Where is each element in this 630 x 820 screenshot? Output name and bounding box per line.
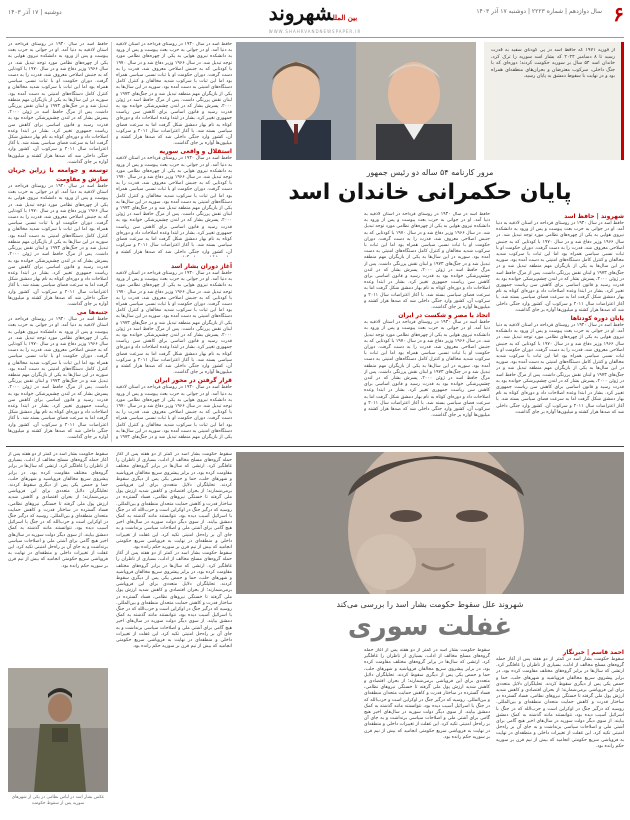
portraits-photo [236, 42, 476, 160]
story2-headline: غفلت سوری [347, 612, 513, 642]
intro-box-accent-bar [621, 42, 624, 160]
page-header [0, 0, 630, 38]
story1-col2-lead: حافظ اسد در سال ۱۹۳۰ در روستای قرداحه در استان لاذقیه به دنیا آمد. او در جوانی به حزب بعث پیوست و پس از ورود به دانشکده نیروی هوایی به یکی از چهره‌های نظامی مورد توجه تبدیل شد. در سال ۱۹۶۶ وزیر دفاع شد و در سال ۱۹۷۰ با کودتایی که به جنبش اصلاحی معروف شد، قدرت را به دست گرفت. دوران حکومت او با ثبات نسبی سیاسی همراه بود اما این ثبات با سرکوب شدید مخالفان و کنترل کامل دستگاه‌های امنیتی به دست آمده بود. سوریه در این سال‌ها به یکی از بازیگران مهم منطقه تبدیل شد و در جنگ‌های ۱۹۷۳ و لبنان نقش پررنگی داشت. پس از مرگ حافظ اسد در ژوئن ۲۰۰۰، پسرش بشار که در لندن چشم‌پزشکی خوانده بود به قدرت رسید و قانون اساسی برای کاهش سن ریاست جمهوری تغییر کرد. بشار در ابتدا وعده اصلاحات داد و دوره‌ای کوتاه به نام بهار دمشق شکل گرفت اما به سرعت فضای سیاسی بسته شد. با آغاز اعتراضات سال ۲۰۱۱ و سرکوب آن، کشور وارد جنگی داخلی شد که صدها هزار کشته و میلیون‌ها آواره بر جای گذاشت. [116, 42, 232, 147]
story1-col-c-text2: حافظ اسد در سال ۱۹۳۰ در روستای قرداحه در استان لاذقیه به دنیا آمد. او در جوانی به حزب بعث پیوست و پس از ورود به دانشکده نیروی هوایی به یکی از چهره‌های نظامی مورد توجه تبدیل شد. در سال ۱۹۶۶ وزیر دفاع شد و در سال ۱۹۷۰ با کودتایی که به جنبش اصلاحی معروف شد، قدرت را به دست گرفت. دوران حکومت او با ثبات نسبی سیاسی همراه بود اما این ثبات با سرکوب شدید مخالفان و کنترل کامل دستگاه‌های امنیتی به دست آمده بود. سوریه در این سال‌ها به یکی از بازیگران مهم منطقه تبدیل شد و در جنگ‌های ۱۹۷۳ و [116, 385, 232, 440]
story1-subhead-r2: توسعه و جوامعه با زراین جریان سازش و مقاومت [8, 167, 108, 184]
story1-col-a-text2: حافظ اسد در سال ۱۹۳۰ در روستای قرداحه در استان لاذقیه به دنیا آمد. او در جوانی به حزب بعث پیوست و پس از ورود به دانشکده نیروی هوایی به یکی از چهره‌های نظامی مورد توجه تبدیل شد. در سال ۱۹۶۶ وزیر دفاع شد و در سال ۱۹۷۰ با کودتایی که به جنبش اصلاحی معروف شد، قدرت را به دست گرفت. دوران حکومت او با ثبات نسبی سیاسی همراه بود اما این ثبات با سرکوب شدید مخالفان و کنترل کامل دستگاه‌های امنیتی به دست آمده بود. سوریه در این سال‌ها به یکی از بازیگران مهم منطقه تبدیل شد و در جنگ‌های ۱۹۷۳ و لبنان نقش پررنگی داشت. پس از مرگ حافظ اسد در ژوئن ۲۰۰۰، پسرش بشار که در لندن چشم‌پزشکی خوانده بود به قدرت رسید و قانون اساسی برای کاهش سن ریاست جمهوری تغییر کرد. بشار در ابتدا وعده اصلاحات داد و دوره‌ای کوتاه به نام بهار دمشق شکل گرفت اما به سرعت فضای سیاسی بسته شد. با آغاز اعتراضات سال ۲۰۱۱ و سرکوب آن، کشور وارد جنگی داخلی شد که صدها هزار کشته و میلیون‌ها آواره بر جای گذاشت. [496, 323, 624, 415]
story1-subhead-4: آغاز دوران بشار اسد [170, 263, 232, 270]
story1-subhead-2: پایان دوره کودتاها [570, 315, 624, 323]
story1-col-b-text2: حافظ اسد در سال ۱۹۳۰ در روستای قرداحه در استان لاذقیه به دنیا آمد. او در جوانی به حزب بعث پیوست و پس از ورود به دانشکده نیروی هوایی به یکی از چهره‌های نظامی مورد توجه تبدیل شد. در سال ۱۹۶۶ وزیر دفاع شد و در سال ۱۹۷۰ با کودتایی که به جنبش اصلاحی معروف شد، قدرت را به دست گرفت. دوران حکومت او با ثبات نسبی سیاسی همراه بود اما این ثبات با سرکوب شدید مخالفان و کنترل کامل دستگاه‌های امنیتی به دست آمده بود. سوریه در این سال‌ها به یکی از بازیگران مهم منطقه تبدیل شد و در جنگ‌های ۱۹۷۳ و لبنان نقش پررنگی داشت. پس از مرگ حافظ اسد در ژوئن ۲۰۰۰، پسرش بشار که در لندن چشم‌پزشکی خوانده بود به قدرت رسید و قانون اساسی برای کاهش سن ریاست جمهوری تغییر کرد. بشار در ابتدا وعده اصلاحات داد و دوره‌ای کوتاه به نام بهار دمشق شکل گرفت اما به سرعت فضای سیاسی بسته شد. با آغاز اعتراضات سال ۲۰۱۱ و سرکوب آن، کشور وارد جنگی داخلی شد که صدها هزار کشته و میلیون‌ها آواره بر جای گذاشت. [364, 320, 490, 419]
story2-column-photo-side [116, 452, 232, 812]
story2-col-a-text: سقوط حکومت بشار اسد در کمتر از دو هفته پس از آغاز حمله گروه‌های مسلح مخالف از ادلب، بسیاری از ناظران را غافلگیر کرد. ارتشی که سال‌ها در برابر گروه‌های مختلف مقاومت کرده بود، در برابر پیشروی سریع مخالفان فروپاشید و شهرهای حلب، حما و حمص یکی پس از دیگری سقوط کردند. تحلیلگران دلایل متعددی برای این فروپاشی برمی‌شمارند؛ از بحران اقتصادی و کاهش شدید ارزش پول ملی گرفته تا خستگی نیروهای نظامی، فساد گسترده در ساختار قدرت و کاهش حمایت متحدان منطقه‌ای و بین‌المللی. روسیه که درگیر جنگ در اوکراین است و حزب‌الله که در جنگ با اسرائیل آسیب دیده بود، نتوانستند مانند گذشته به کمک دمشق بیایند. از سوی دیگر دولت سوریه در سال‌های اخیر هیچ گامی برای آشتی ملی و اصلاحات سیاسی برنداشت و به جای آن بر راه‌حل امنیتی تکیه کرد. این غفلت از تغییرات داخلی و منطقه‌ای در نهایت به فروپاشی سریع حکومتی انجامید که بیش از نیم قرن بر سوریه حکم رانده بود. [496, 657, 624, 749]
story1-col-c-text1: حافظ اسد در سال ۱۹۳۰ در روستای قرداحه در استان لاذقیه به دنیا آمد. او در جوانی به حزب بعث پیوست و پس از ورود به دانشکده نیروی هوایی به یکی از چهره‌های نظامی مورد توجه تبدیل شد. در سال ۱۹۶۶ وزیر دفاع شد و در سال ۱۹۷۰ با کودتایی که به جنبش اصلاحی معروف شد، قدرت را به دست گرفت. دوران حکومت او با ثبات نسبی سیاسی همراه بود اما این ثبات با سرکوب شدید مخالفان و کنترل کامل دستگاه‌های امنیتی به دست آمده بود. سوریه در این سال‌ها به یکی از بازیگران مهم منطقه تبدیل شد و در جنگ‌های ۱۹۷۳ و لبنان نقش پررنگی داشت. پس از مرگ حافظ اسد در ژوئن ۲۰۰۰، پسرش بشار که در لندن چشم‌پزشکی خوانده بود به قدرت رسید و قانون اساسی برای کاهش سن ریاست جمهوری تغییر کرد. بشار در ابتدا وعده اصلاحات داد و دوره‌ای کوتاه به نام بهار دمشق شکل گرفت اما به سرعت فضای سیاسی بسته شد. با آغاز اعتراضات سال ۲۰۱۱ و سرکوب آن، کشور وارد جنگی داخلی شد که صدها هزار کشته و میلیون‌ها آواره بر جای گذاشت. [116, 271, 232, 376]
story1-subhead-3: اتحاد با مصر و شکست در ایران [398, 312, 490, 320]
story1-subhead-5: قرار گرفتن در محور ایران [154, 377, 232, 385]
story1-col2-text: حافظ اسد در سال ۱۹۳۰ در روستای قرداحه در استان لاذقیه به دنیا آمد. او در جوانی به حزب بعث پیوست و پس از ورود به دانشکده نیروی هوایی به یکی از چهره‌های نظامی مورد توجه تبدیل شد. در سال ۱۹۶۶ وزیر دفاع شد و در سال ۱۹۷۰ با کودتایی که به جنبش اصلاحی معروف شد، قدرت را به دست گرفت. دوران حکومت او با ثبات نسبی سیاسی همراه بود اما این ثبات با سرکوب شدید مخالفان و کنترل کامل دستگاه‌های امنیتی به دست آمده بود. سوریه در این سال‌ها به یکی از بازیگران مهم منطقه تبدیل شد و در جنگ‌های ۱۹۷۳ و لبنان نقش پررنگی داشت. پس از مرگ حافظ اسد در ژوئن ۲۰۰۰، پسرش بشار که در لندن چشم‌پزشکی خوانده بود به قدرت رسید و قانون اساسی برای کاهش سن ریاست جمهوری تغییر کرد. بشار در ابتدا وعده اصلاحات داد و دوره‌ای کوتاه به نام بهار دمشق شکل گرفت اما به سرعت فضای سیاسی بسته شد. با آغاز اعتراضات سال ۲۰۱۱ و سرکوب آن، کشور وارد جنگی داخلی شد که صدها هزار کشته و [116, 156, 232, 255]
soldier-photo [8, 668, 108, 792]
story-divider [6, 446, 624, 447]
story1-column-2 [116, 42, 232, 257]
story1-column-b [364, 212, 490, 440]
story1-kicker: مرور کارنامه ۵۴ ساله دو رئیس جمهور [366, 168, 494, 177]
story2-column-b [364, 648, 490, 814]
story2-col-left-text: سقوط حکومت بشار اسد در کمتر از دو هفته پس از آغاز حمله گروه‌های مسلح مخالف از ادلب، بسیاری از ناظران را غافلگیر کرد. ارتشی که سال‌ها در برابر گروه‌های مختلف مقاومت کرده بود، در برابر پیشروی سریع مخالفان فروپاشید و شهرهای حلب، حما و حمص یکی پس از دیگری سقوط کردند. تحلیلگران دلایل متعددی برای این فروپاشی برمی‌شمارند؛ از بحران اقتصادی و کاهش شدید ارزش پول ملی گرفته تا خستگی نیروهای نظامی، فساد گسترده در ساختار قدرت و کاهش حمایت متحدان منطقه‌ای و بین‌المللی. روسیه که درگیر جنگ در اوکراین است و حزب‌الله که در جنگ با اسرائیل آسیب دیده بود، نتوانستند مانند گذشته به کمک دمشق بیایند. از سوی دیگر دولت سوریه در سال‌های اخیر هیچ گامی برای آشتی ملی و اصلاحات سیاسی برنداشت و به جای آن بر راه‌حل امنیتی تکیه کرد. این غفلت از تغییرات داخلی و منطقه‌ای در نهایت به فروپاشی سریع حکومتی انجامید که بیش از نیم قرن بر سوریه حکم رانده بود. [8, 452, 108, 569]
story1-col-a-text1: حافظ اسد در سال ۱۹۳۰ در روستای قرداحه در استان لاذقیه به دنیا آمد. او در جوانی به حزب بعث پیوست و پس از ورود به دانشکده نیروی هوایی به یکی از چهره‌های نظامی مورد توجه تبدیل شد. در سال ۱۹۶۶ وزیر دفاع شد و در سال ۱۹۷۰ با کودتایی که به جنبش اصلاحی معروف شد، قدرت را به دست گرفت. دوران حکومت او با ثبات نسبی سیاسی همراه بود اما این ثبات با سرکوب شدید مخالفان و کنترل کامل دستگاه‌های امنیتی به دست آمده بود. سوریه در این سال‌ها به یکی از بازیگران مهم منطقه تبدیل شد و در جنگ‌های ۱۹۷۳ و لبنان نقش پررنگی داشت. پس از مرگ حافظ اسد در ژوئن ۲۰۰۰، پسرش بشار که در لندن چشم‌پزشکی خوانده بود به قدرت رسید و قانون اساسی برای کاهش سن ریاست جمهوری تغییر کرد. بشار در ابتدا وعده اصلاحات داد و دوره‌ای کوتاه به نام بهار دمشق شکل گرفت اما به سرعت فضای سیاسی بسته شد. با آغاز اعتراضات سال ۲۰۱۱ و سرکوب آن، کشور وارد جنگی داخلی شد که صدها هزار کشته و میلیون‌ها آواره بر جای گذاشت. [496, 221, 624, 313]
story1-subhead-r3: جنبه‌ها می [76, 309, 108, 317]
brand-tagline: WWW.SHAHRVANDNEWSPAPER.IR [268, 29, 362, 34]
brand-logo [255, 2, 375, 29]
story1-left-text-c: حافظ اسد در سال ۱۹۳۰ در روستای قرداحه در استان لاذقیه به دنیا آمد. او در جوانی به حزب بعث پیوست و پس از ورود به دانشکده نیروی هوایی به یکی از چهره‌های نظامی مورد توجه تبدیل شد. در سال ۱۹۶۶ وزیر دفاع شد و در سال ۱۹۷۰ با کودتایی که به جنبش اصلاحی معروف شد، قدرت را به دست گرفت. دوران حکومت او با ثبات نسبی سیاسی همراه بود اما این ثبات با سرکوب شدید مخالفان و کنترل کامل دستگاه‌های امنیتی به دست آمده بود. سوریه در این سال‌ها به یکی از بازیگران مهم منطقه تبدیل شد و در جنگ‌های ۱۹۷۳ و لبنان نقش پررنگی داشت. پس از مرگ حافظ اسد در ژوئن ۲۰۰۰، پسرش بشار که در لندن چشم‌پزشکی خوانده بود به قدرت رسید و قانون اساسی برای کاهش سن ریاست جمهوری تغییر کرد. بشار در ابتدا وعده اصلاحات داد و دوره‌ای کوتاه به نام بهار دمشق شکل گرفت اما به سرعت فضای سیاسی بسته شد. با آغاز اعتراضات سال ۲۰۱۱ و سرکوب آن، کشور وارد جنگی داخلی شد که صدها هزار کشته و میلیون‌ها آواره بر جای گذاشت. [8, 317, 108, 440]
story2-column-left [8, 452, 108, 664]
story2-column-a [496, 648, 624, 814]
story1-intro-box [484, 42, 624, 160]
story2-kicker: شهروند علل سقوط حکومت بشار اسد را بررسی می‌کند [336, 600, 524, 609]
story1-left-text-b: حافظ اسد در سال ۱۹۳۰ در روستای قرداحه در استان لاذقیه به دنیا آمد. او در جوانی به حزب بعث پیوست و پس از ورود به دانشکده نیروی هوایی به یکی از چهره‌های نظامی مورد توجه تبدیل شد. در سال ۱۹۶۶ وزیر دفاع شد و در سال ۱۹۷۰ با کودتایی که به جنبش اصلاحی معروف شد، قدرت را به دست گرفت. دوران حکومت او با ثبات نسبی سیاسی همراه بود اما این ثبات با سرکوب شدید مخالفان و کنترل کامل دستگاه‌های امنیتی به دست آمده بود. سوریه در این سال‌ها به یکی از بازیگران مهم منطقه تبدیل شد و در جنگ‌های ۱۹۷۳ و لبنان نقش پررنگی داشت. پس از مرگ حافظ اسد در ژوئن ۲۰۰۰، پسرش بشار که در لندن چشم‌پزشکی خوانده بود به قدرت رسید و قانون اساسی برای کاهش سن ریاست جمهوری تغییر کرد. بشار در ابتدا وعده اصلاحات داد و دوره‌ای کوتاه به نام بهار دمشق شکل گرفت اما به سرعت فضای سیاسی بسته شد. با آغاز اعتراضات سال ۲۰۱۱ و سرکوب آن، کشور وارد جنگی داخلی شد که صدها هزار کشته و میلیون‌ها آواره بر جای گذاشت. [8, 184, 108, 307]
story1-left-text-a: حافظ اسد در سال ۱۹۳۰ در روستای قرداحه در استان لاذقیه به دنیا آمد. او در جوانی به حزب بعث پیوست و پس از ورود به دانشکده نیروی هوایی به یکی از چهره‌های نظامی مورد توجه تبدیل شد. در سال ۱۹۶۶ وزیر دفاع شد و در سال ۱۹۷۰ با کودتایی که به جنبش اصلاحی معروف شد، قدرت را به دست گرفت. دوران حکومت او با ثبات نسبی سیاسی همراه بود اما این ثبات با سرکوب شدید مخالفان و کنترل کامل دستگاه‌های امنیتی به دست آمده بود. سوریه در این سال‌ها به یکی از بازیگران مهم منطقه تبدیل شد و در جنگ‌های ۱۹۷۳ و لبنان نقش پررنگی داشت. پس از مرگ حافظ اسد در ژوئن ۲۰۰۰، پسرش بشار که در لندن چشم‌پزشکی خوانده بود به قدرت رسید و قانون اساسی برای کاهش سن ریاست جمهوری تغییر کرد. بشار در ابتدا وعده اصلاحات داد و دوره‌ای کوتاه به نام بهار دمشق شکل گرفت اما به سرعت فضای سیاسی بسته شد. با آغاز اعتراضات سال ۲۰۱۱ و سرکوب آن، کشور وارد جنگی داخلی شد که صدها هزار کشته و میلیون‌ها آواره بر جای گذاشت. [8, 42, 108, 165]
bashar-illustration [236, 452, 624, 594]
column-divider [111, 42, 112, 442]
story1-left-column [8, 42, 108, 442]
issue-meta: سال دوازدهم | شماره ۲۲۲۳ | دوشنبه ۱۷ آذر ۱۴۰۳ [476, 8, 602, 15]
story1-column-c [116, 262, 232, 440]
story2-col1-text1: سقوط حکومت بشار اسد در کمتر از دو هفته پس از آغاز حمله گروه‌های مسلح مخالف از ادلب، بسیاری از ناظران را غافلگیر کرد. ارتشی که سال‌ها در برابر گروه‌های مختلف مقاومت کرده بود، در برابر پیشروی سریع مخالفان فروپاشید و شهرهای حلب، حما و حمص یکی پس از دیگری سقوط کردند. تحلیلگران دلایل متعددی برای این فروپاشی برمی‌شمارند؛ از بحران اقتصادی و کاهش شدید ارزش پول ملی گرفته تا خستگی نیروهای نظامی، فساد گسترده در ساختار قدرت و کاهش حمایت متحدان منطقه‌ای و بین‌المللی. روسیه که درگیر جنگ در اوکراین است و حزب‌الله که در جنگ با اسرائیل آسیب دیده بود، نتوانستند مانند گذشته به کمک دمشق بیایند. از سوی دیگر دولت سوریه در سال‌های اخیر هیچ گامی برای آشتی ملی و اصلاحات سیاسی برنداشت و به جای آن بر راه‌حل امنیتی تکیه کرد. این غفلت از تغییرات داخلی و منطقه‌ای در نهایت به فروپاشی سریع حکومتی انجامید که بیش از نیم قرن بر سوریه حکم رانده بود. [116, 452, 232, 551]
story2-subhead-1: احمد قاسم | خبرنگار [562, 649, 624, 656]
brand-sub: بین الملل [332, 13, 358, 22]
story1-column-a [496, 212, 624, 440]
story1-subhead-1: شهروند | حافظ اسد [564, 213, 624, 220]
story1-subhead-r1: استقلال و واقعی سوریه [159, 148, 232, 156]
soldier-photo-caption: عکس بشار اسد در لباس نظامی در یکی از شهرهای سوریه پس از سقوط حکومت [11, 795, 105, 806]
intro-box-text: از فوریه ۱۹۷۱ که حافظ اسد در پی کودتای سفید به قدرت رسید تا ۸ دسامبر ۲۰۲۴ که بشار اسد سوریه را ترک کرد، خاندان اسد ۵۴ سال بر سوریه حکومت کردند؛ دوره‌ای که با جنگ داخلی، سرکوب معترضان و بحران‌های منطقه‌ای همراه بود و در نهایت با سقوط دمشق به پایان رسید. [491, 48, 615, 80]
brand-logo-text: شهروند [268, 1, 333, 25]
brand [255, 2, 375, 32]
story2-col-b-text: سقوط حکومت بشار اسد در کمتر از دو هفته پس از آغاز حمله گروه‌های مسلح مخالف از ادلب، بسیاری از ناظران را غافلگیر کرد. ارتشی که سال‌ها در برابر گروه‌های مختلف مقاومت کرده بود، در برابر پیشروی سریع مخالفان فروپاشید و شهرهای حلب، حما و حمص یکی پس از دیگری سقوط کردند. تحلیلگران دلایل متعددی برای این فروپاشی برمی‌شمارند؛ از بحران اقتصادی و کاهش شدید ارزش پول ملی گرفته تا خستگی نیروهای نظامی، فساد گسترده در ساختار قدرت و کاهش حمایت متحدان منطقه‌ای و بین‌المللی. روسیه که درگیر جنگ در اوکراین است و حزب‌الله که در جنگ با اسرائیل آسیب دیده بود، نتوانستند مانند گذشته به کمک دمشق بیایند. از سوی دیگر دولت سوریه در سال‌های اخیر هیچ گامی برای آشتی ملی و اصلاحات سیاسی برنداشت و به جای آن بر راه‌حل امنیتی تکیه کرد. این غفلت از تغییرات داخلی و منطقه‌ای در نهایت به فروپاشی سریع حکومتی انجامید که بیش از نیم قرن بر سوریه حکم رانده بود. [364, 648, 490, 740]
bashar-photo [236, 452, 624, 594]
story1-headline: پایان حکمرانی خاندان اسد [288, 180, 572, 205]
section-date: دوشنبه | ۱۷ آذر ۱۴۰۳ [8, 9, 62, 16]
portraits-illustration [236, 42, 476, 160]
soldier-illustration [8, 668, 108, 792]
story2-col1-text2: سقوط حکومت بشار اسد در کمتر از دو هفته پس از آغاز حمله گروه‌های مسلح مخالف از ادلب، بسیاری از ناظران را غافلگیر کرد. ارتشی که سال‌ها در برابر گروه‌های مختلف مقاومت کرده بود، در برابر پیشروی سریع مخالفان فروپاشید و شهرهای حلب، حما و حمص یکی پس از دیگری سقوط کردند. تحلیلگران دلایل متعددی برای این فروپاشی برمی‌شمارند؛ از بحران اقتصادی و کاهش شدید ارزش پول ملی گرفته تا خستگی نیروهای نظامی، فساد گسترده در ساختار قدرت و کاهش حمایت متحدان منطقه‌ای و بین‌المللی. روسیه که درگیر جنگ در اوکراین است و حزب‌الله که در جنگ با اسرائیل آسیب دیده بود، نتوانستند مانند گذشته به کمک دمشق بیایند. از سوی دیگر دولت سوریه در سال‌های اخیر هیچ گامی برای آشتی ملی و اصلاحات سیاسی برنداشت و به جای آن بر راه‌حل امنیتی تکیه کرد. این غفلت از تغییرات داخلی و منطقه‌ای در نهایت به فروپاشی سریع حکومتی انجامید که بیش از نیم قرن بر سوریه حکم رانده بود. [116, 551, 232, 650]
page-number: ۶ [613, 4, 624, 26]
story1-col-b-text1: حافظ اسد در سال ۱۹۳۰ در روستای قرداحه در استان لاذقیه به دنیا آمد. او در جوانی به حزب بعث پیوست و پس از ورود به دانشکده نیروی هوایی به یکی از چهره‌های نظامی مورد توجه تبدیل شد. در سال ۱۹۶۶ وزیر دفاع شد و در سال ۱۹۷۰ با کودتایی که به جنبش اصلاحی معروف شد، قدرت را به دست گرفت. دوران حکومت او با ثبات نسبی سیاسی همراه بود اما این ثبات با سرکوب شدید مخالفان و کنترل کامل دستگاه‌های امنیتی به دست آمده بود. سوریه در این سال‌ها به یکی از بازیگران مهم منطقه تبدیل شد و در جنگ‌های ۱۹۷۳ و لبنان نقش پررنگی داشت. پس از مرگ حافظ اسد در ژوئن ۲۰۰۰، پسرش بشار که در لندن چشم‌پزشکی خوانده بود به قدرت رسید و قانون اساسی برای کاهش سن ریاست جمهوری تغییر کرد. بشار در ابتدا وعده اصلاحات داد و دوره‌ای کوتاه به نام بهار دمشق شکل گرفت اما به سرعت فضای سیاسی بسته شد. با آغاز اعتراضات سال ۲۰۱۱ و سرکوب آن، کشور وارد جنگی داخلی شد که صدها هزار کشته و میلیون‌ها آواره بر جای گذاشت. [364, 212, 490, 311]
header-rule [6, 37, 624, 38]
